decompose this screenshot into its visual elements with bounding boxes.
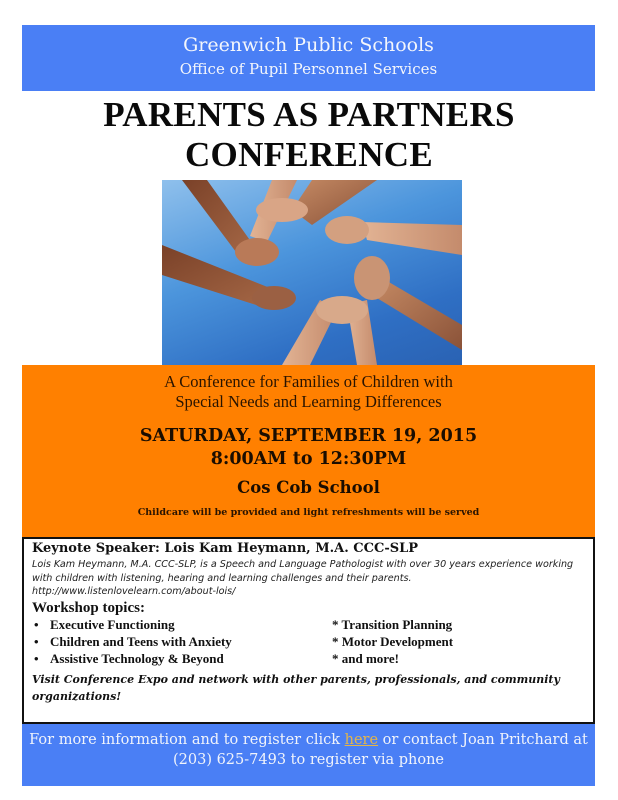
bullet-icon: • [34, 650, 39, 666]
expo-invitation: Visit Conference Expo and network with other parents, professionals, and community organizations! [32, 672, 560, 703]
page-title [0, 95, 618, 175]
title-line-2: CONFERENCE [184, 135, 434, 174]
topic-row [32, 616, 585, 633]
event-date: SATURDAY, SEPTEMBER 19, 2015 [139, 426, 478, 446]
event-venue: Cos Cob School [237, 478, 380, 497]
linked-hands-illustration [162, 180, 462, 365]
hands-circle-photo [162, 180, 462, 365]
topic-row [32, 650, 585, 667]
childcare-note: Childcare will be provided and light refreshments will be served [137, 507, 480, 518]
topic-item: * Motor Development [332, 633, 454, 649]
footer-text-after: or contact Joan Pritchard at (203) 625-7493 to register via phone [172, 732, 588, 768]
topic-item: * and more! [332, 650, 399, 666]
keynote-heading: Keynote Speaker: Lois Kam Heymann, M.A. CCC-SLP [32, 541, 419, 556]
workshop-heading: Workshop topics: [32, 599, 145, 616]
topic-row [32, 633, 585, 650]
subtitle-line-1: A Conference for Families of Children with [164, 372, 453, 391]
topic-item: Children and Teens with Anxiety [50, 633, 232, 649]
bullet-icon: • [34, 633, 39, 649]
event-details-banner [22, 365, 595, 537]
topic-item: Assistive Technology & Beyond [50, 650, 224, 666]
event-subtitle [22, 372, 595, 412]
topic-item: Executive Functioning [50, 616, 175, 632]
department-name: Office of Pupil Personnel Services [179, 60, 438, 78]
workshop-topic-list [32, 616, 585, 667]
footer-text-before: For more information and to register click [29, 732, 345, 748]
speaker-bio: Lois Kam Heymann, M.A. CCC-SLP, is a Speech and Language Pathologist with over 30 years experience working with children with listening, hearing and learning challenges and their parents. http://www.listenlovelearn.com/about-lois/ [32, 559, 574, 597]
registration-footer [22, 724, 595, 786]
organization-name: Greenwich Public Schools [183, 34, 434, 56]
subtitle-line-2: Special Needs and Learning Differences [175, 392, 442, 411]
header-banner [22, 25, 595, 91]
title-line-1: PARENTS AS PARTNERS [103, 95, 515, 134]
event-time: 8:00AM to 12:30PM [210, 449, 407, 469]
register-here-link[interactable]: here [344, 732, 379, 748]
speaker-workshop-box [22, 537, 595, 724]
topic-item: * Transition Planning [332, 616, 453, 632]
bullet-icon: • [34, 616, 39, 632]
